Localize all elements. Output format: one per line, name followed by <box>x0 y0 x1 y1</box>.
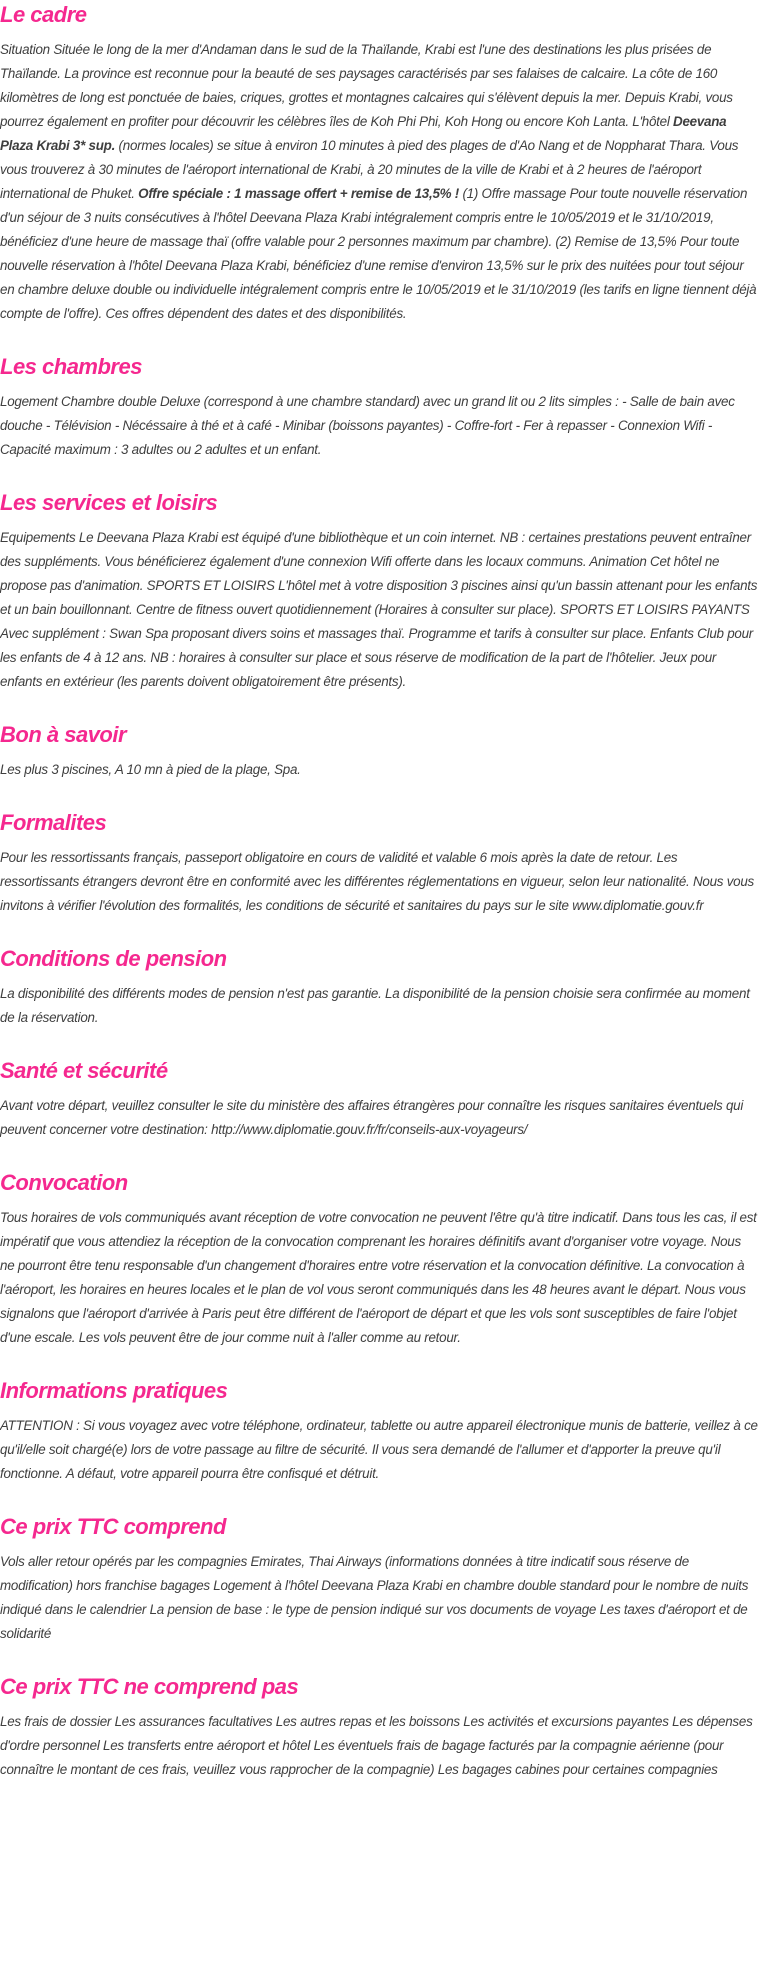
section-body: ATTENTION : Si vous voyagez avec votre téléphone, ordinateur, tablette ou autre appareil électronique munis de batterie, veillez à ce qu'il/elle soit chargé(e) lors de votre passage au filtre de sécurité. Il vous sera demandé de l'allumer et d'apporter la preuve qu'il fonctionne. A défaut, votre appareil pourra être confisqué et détruit. <box>0 1418 758 1481</box>
section-title: Convocation <box>0 1170 128 1195</box>
section-title: Santé et sécurité <box>0 1058 168 1083</box>
section-title: Formalites <box>0 810 107 835</box>
section-les-chambres <box>0 352 758 462</box>
hotel-name: Deevana Plaza Krabi 3* sup. <box>0 114 727 153</box>
section-services-loisirs <box>0 488 758 694</box>
section-title: Les services et loisirs <box>0 490 218 515</box>
section-title: Le cadre <box>0 2 87 27</box>
section-body: Pour les ressortissants français, passeport obligatoire en cours de validité et valable 6 mois après la date de retour. Les ressortissants étrangers devront être en conformité avec les différentes réglementations en vigueur, selon leur nationalité. Nous vous invitons à vérifier l'évolution des formalités, les conditions de sécurité et sanitaires du pays sur le site www.diplomatie.gouv.fr <box>0 850 754 913</box>
section-bon-a-savoir <box>0 720 758 782</box>
section-body: La disponibilité des différents modes de pension n'est pas garantie. La disponibilité de la pension choisie sera confirmée au moment de la réservation. <box>0 986 750 1025</box>
body-text: (1) Offre massage Pour toute nouvelle réservation d'un séjour de 3 nuits consécutives à l'hôtel Deevana Plaza Krabi intégralement compris entre le 10/05/2019 et le 31/10/2019, bénéficiez d'une heure de massage thaï (offre valable pour 2 personnes maximum par chambre). (2) Remise de 13,5% Pour toute nouvelle réservation à l'hôtel Deevana Plaza Krabi, bénéficiez d'une remise d'environ 13,5% sur le prix des nuitées pour tout séjour en chambre deluxe double ou individuelle intégralement compris entre le 10/05/2019 et le 31/10/2019 (les tarifs en ligne tiennent déjà compte de l'offre). Ces offres dépendent des dates et des disponibilités. <box>0 186 757 321</box>
section-title: Les chambres <box>0 354 142 379</box>
section-prix-ne-comprend-pas <box>0 1672 758 1782</box>
section-informations-pratiques <box>0 1376 758 1486</box>
section-title: Informations pratiques <box>0 1378 228 1403</box>
section-convocation <box>0 1168 758 1350</box>
section-title: Conditions de pension <box>0 946 227 971</box>
section-prix-comprend <box>0 1512 758 1646</box>
section-body: Avant votre départ, veuillez consulter le site du ministère des affaires étrangères pour connaître les risques sanitaires éventuels qui peuvent concerner votre destination: http://www.diplomatie.gouv.fr/fr/conseils-aux-voyageurs/ <box>0 1098 744 1137</box>
section-body: Les plus 3 piscines, A 10 mn à pied de la plage, Spa. <box>0 762 301 777</box>
section-sante-securite <box>0 1056 758 1142</box>
section-body: Equipements Le Deevana Plaza Krabi est équipé d'une bibliothèque et un coin internet. NB : certaines prestations peuvent entraîner des suppléments. Vous bénéficierez également d'une connexion Wifi offerte dans les locaux communs. Animation Cet hôtel ne propose pas d'animation. SPORTS ET LOISIRS L'hôtel met à votre disposition 3 piscines ainsi qu'un bassin attenant pour les enfants et un bain bouillonnant. Centre de fitness ouvert quotidiennement (Horaires à consulter sur place). SPORTS ET LOISIRS PAYANTS Avec supplément : Swan Spa proposant divers soins et massages thaï. Programme et tarifs à consulter sur place. Enfants Club pour les enfants de 4 à 12 ans. NB : horaires à consulter sur place et sous réserve de modification de la part de l'hôtelier. Jeux pour enfants en extérieur (les parents doivent obligatoirement être présents). <box>0 530 758 689</box>
section-body: Logement Chambre double Deluxe (correspond à une chambre standard) avec un grand lit ou 2 lits simples : - Salle de bain avec douche - Télévision - Nécéssaire à thé et à café - Minibar (boissons payantes) - Coffre-fort - Fer à repasser - Connexion Wifi -Capacité maximum : 3 adultes ou 2 adultes et un enfant. <box>0 394 735 457</box>
section-conditions-pension <box>0 944 758 1030</box>
section-title: Ce prix TTC comprend <box>0 1514 226 1539</box>
body-text: (normes locales) se situe à environ 10 minutes à pied des plages de d'Ao Nang et de Noppharat Thara. Vous vous trouverez à 30 minutes de l'aéroport international de Krabi, à 20 minutes de la ville de Krabi et à 2 heures de l'aéroport international de Phuket. <box>0 138 739 201</box>
body-text: Situation Située le long de la mer d'Andaman dans le sud de la Thaïlande, Krabi est l'une des destinations les plus prisées de Thaïlande. La province est reconnue pour la beauté de ses paysages caractérisés par ses falaises de calcaire. La côte de 160 kilomètres de long est ponctuée de baies, criques, grottes et montagnes calcaires qui s'élèvent depuis la mer. Depuis Krabi, vous pourrez également en profiter pour découvrir les célèbres îles de Koh Phi Phi, Koh Hong ou encore Koh Lanta. L'hôtel <box>0 42 733 129</box>
section-title: Ce prix TTC ne comprend pas <box>0 1674 299 1699</box>
section-le-cadre <box>0 0 758 326</box>
section-body: Vols aller retour opérés par les compagnies Emirates, Thai Airways (informations données à titre indicatif sous réserve de modification) hors franchise bagages Logement à l'hôtel Deevana Plaza Krabi en chambre double standard pour le nombre de nuits indiqué dans le calendrier La pension de base : le type de pension indiqué sur vos documents de voyage Les taxes d'aéroport et de solidarité <box>0 1554 749 1641</box>
section-body <box>0 38 758 326</box>
special-offer: Offre spéciale : 1 massage offert + remise de 13,5% ! <box>138 186 459 201</box>
section-title: Bon à savoir <box>0 722 127 747</box>
section-body: Tous horaires de vols communiqués avant réception de votre convocation ne peuvent l'être qu'à titre indicatif. Dans tous les cas, il est impératif que vous attendiez la réception de la convocation comprenant les horaires définitifs avant d'organiser votre voyage. Nous ne pourront être tenu responsable d'un changement d'horaires entre votre réservation et la convocation définitive. La convocation à l'aéroport, les horaires en heures locales et le plan de vol vous seront communiqués dans les 48 heures avant le départ. Nous vous signalons que l'aéroport d'arrivée à Paris peut être différent de l'aéroport de départ et que les vols sont susceptibles de faire l'objet d'une escale. Les vols peuvent être de jour comme nuit à l'aller comme au retour. <box>0 1210 757 1345</box>
section-formalites <box>0 808 758 918</box>
section-body: Les frais de dossier Les assurances facultatives Les autres repas et les boissons Les activités et excursions payantes Les dépenses d'ordre personnel Les transferts entre aéroport et hôtel Les éventuels frais de bagage facturés par la compagnie aérienne (pour connaître le montant de ces frais, veuillez vous rapprocher de la compagnie) Les bagages cabines pour certaines compagnies <box>0 1714 753 1777</box>
